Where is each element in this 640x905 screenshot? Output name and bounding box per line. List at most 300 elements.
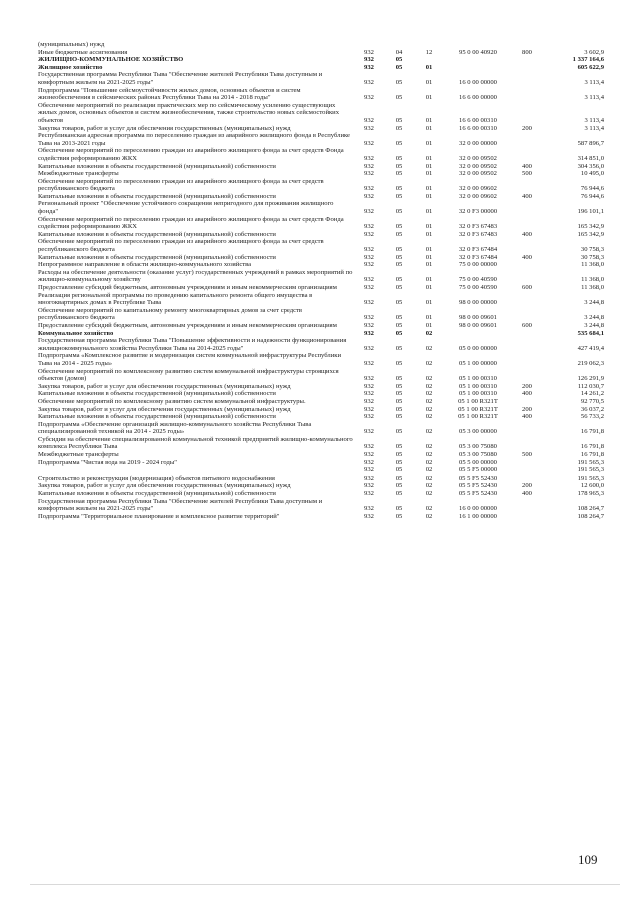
expense-type-code bbox=[512, 64, 542, 72]
ministry-code: 932 bbox=[364, 443, 374, 451]
table-row bbox=[38, 413, 604, 421]
amount: 196 101,1 bbox=[577, 208, 604, 216]
amount bbox=[542, 41, 604, 49]
table-row bbox=[38, 125, 604, 133]
budget-table bbox=[38, 41, 604, 520]
expense-type-code: 200 bbox=[522, 405, 532, 413]
amount: 108 264,7 bbox=[577, 512, 604, 520]
section-code: 05 bbox=[395, 375, 403, 383]
table-row bbox=[38, 292, 604, 307]
section-code: 05 bbox=[395, 382, 403, 390]
target-article-code: 16 1 00 00000 bbox=[459, 512, 497, 520]
target-article-code: 32 0 00 09502 bbox=[459, 162, 497, 170]
ministry-code: 932 bbox=[364, 466, 374, 474]
table-row bbox=[38, 330, 604, 338]
target-article-code: 05 5 F5 52430 bbox=[458, 482, 498, 490]
expense-type-code bbox=[512, 87, 542, 102]
section-code: 04 bbox=[395, 48, 403, 56]
row-name: Подпрограмма «Обеспечение организаций жилищно-коммунального хозяйства Республики Тыва специализированной техникой на 2014 - 2025 годы» bbox=[38, 420, 312, 436]
table-row bbox=[38, 170, 604, 178]
subsection-code: 01 bbox=[425, 284, 433, 291]
section-code: 05 bbox=[395, 505, 403, 513]
ministry-code: 932 bbox=[364, 344, 374, 352]
target-article-code: 98 0 00 09601 bbox=[459, 321, 497, 329]
table-row bbox=[38, 352, 604, 367]
row-name: Государственная программа Республики Тыва "Обеспечение жителей Республики Тыва доступным и комфортным жильем на 2021-2025 годы" bbox=[38, 497, 323, 513]
row-name: Строительство и реконструкция (модернизация) объектов питьевого водоснабжения bbox=[38, 474, 275, 482]
row-name: Государственная программа Республики Тыва "Обеспечение жителей Республики Тыва доступным и комфортным жильем на 2021-2025 годы" bbox=[38, 71, 323, 86]
target-article-code: 75 0 00 40590 bbox=[459, 284, 497, 291]
expense-type-code: 400 bbox=[522, 253, 532, 261]
amount: 1 337 164,6 bbox=[572, 56, 604, 64]
expense-type-code: 400 bbox=[522, 192, 532, 200]
target-article-code: 05 5 00 00000 bbox=[459, 458, 497, 466]
section-code bbox=[384, 41, 414, 49]
expense-type-code: 200 bbox=[522, 482, 532, 490]
table-row bbox=[38, 421, 604, 436]
section-code: 05 bbox=[395, 139, 403, 147]
row-name: Региональный проект "Обеспечение устойчивого сокращения непригодного для проживания жилищного фонда" bbox=[38, 200, 334, 216]
amount: 36 037,2 bbox=[580, 405, 604, 413]
row-name: Капитальные вложения в объекты государственной (муниципальной) собственности bbox=[38, 390, 276, 398]
row-name: Подпрограмма "Повышение сейсмоустойчивости жилых домов, основных объектов и систем жизнеобеспечения в сейсмических районах Республики Тыва на 2014 - 2018 годы" bbox=[38, 86, 301, 102]
table-row bbox=[38, 513, 604, 521]
amount: 12 600,0 bbox=[580, 482, 604, 490]
target-article-code: 05 1 00 R321T bbox=[458, 405, 498, 413]
table-row bbox=[38, 64, 604, 72]
target-article-code: 32 0 F3 67483 bbox=[458, 223, 498, 231]
row-name: Республиканская адресная программа по переселению граждан из аварийного жилищного фонда в Республике Тыва на 2013-2021 годы bbox=[38, 132, 350, 147]
expense-type-code bbox=[512, 200, 542, 215]
target-article-code: 98 0 00 09601 bbox=[459, 314, 497, 322]
expense-type-code bbox=[512, 337, 542, 352]
expense-type-code bbox=[512, 352, 542, 367]
row-name: Капитальные вложения в объекты государственной (муниципальной) собственности bbox=[38, 192, 276, 200]
table-row bbox=[38, 284, 604, 292]
section-code: 05 bbox=[395, 116, 403, 124]
ministry-code: 932 bbox=[364, 78, 374, 86]
ministry-code: 932 bbox=[364, 512, 374, 520]
subsection-code: 01 bbox=[425, 261, 433, 269]
subsection-code: 02 bbox=[425, 375, 433, 383]
table-row bbox=[38, 178, 604, 193]
table-row bbox=[38, 87, 604, 102]
ministry-code: 932 bbox=[364, 329, 374, 337]
amount: 3 113,4 bbox=[584, 94, 604, 102]
section-code: 05 bbox=[395, 390, 403, 398]
expense-type-code: 400 bbox=[522, 162, 532, 170]
expense-type-code: 600 bbox=[522, 284, 532, 291]
amount: 3 244,8 bbox=[584, 299, 604, 307]
section-code: 05 bbox=[395, 261, 403, 269]
row-name: Капитальные вложения в объекты государственной (муниципальной) собственности bbox=[38, 490, 276, 498]
amount: 165 342,9 bbox=[577, 223, 604, 231]
ministry-code: 932 bbox=[364, 505, 374, 513]
row-name bbox=[38, 466, 354, 474]
ministry-code: 932 bbox=[364, 162, 374, 170]
section-code: 05 bbox=[395, 443, 403, 451]
table-row bbox=[38, 337, 604, 352]
row-name: Обеспечение мероприятий по переселению граждан из аварийного жилищного фонда за счет средств Фонда содействия реформированию ЖКХ bbox=[38, 215, 344, 231]
subsection-code: 01 bbox=[425, 116, 433, 124]
expense-type-code bbox=[512, 292, 542, 307]
expense-type-code bbox=[512, 307, 542, 322]
subsection-code: 01 bbox=[425, 185, 433, 193]
expense-type-code: 400 bbox=[522, 390, 532, 398]
amount: 178 965,3 bbox=[577, 490, 604, 498]
subsection-code: 02 bbox=[425, 413, 433, 421]
subsection-code: 01 bbox=[425, 170, 433, 178]
subsection-code: 01 bbox=[425, 192, 433, 200]
amount: 3 113,4 bbox=[584, 116, 604, 124]
section-code: 05 bbox=[395, 124, 403, 132]
table-row bbox=[38, 216, 604, 231]
target-article-code: 32 0 00 09502 bbox=[459, 170, 497, 178]
ministry-code: 932 bbox=[364, 428, 374, 436]
section-code: 05 bbox=[395, 359, 403, 367]
row-name: Капитальные вложения в объекты государственной (муниципальной) собственности bbox=[38, 162, 276, 170]
amount: 108 264,7 bbox=[577, 505, 604, 513]
row-name: Капитальные вложения в объекты государственной (муниципальной) собственности bbox=[38, 413, 276, 421]
subsection-code: 01 bbox=[425, 321, 433, 329]
ministry-code: 932 bbox=[364, 474, 374, 482]
amount: 314 851,0 bbox=[577, 154, 604, 162]
row-name: Реализация региональной программы по проведению капитального ремонта общего имущества в многоквартирных домах в Республике Тыва bbox=[38, 291, 313, 307]
amount: 191 565,3 bbox=[577, 466, 604, 474]
target-article-code: 05 3 00 00000 bbox=[459, 428, 497, 436]
row-name: Обеспечение мероприятий по реализации практических мер по сейсмическому усилению существующих жилых домов, основных объектов и систем жизнеобеспечения, также строительство новых сейсмостойких объектов bbox=[38, 101, 340, 124]
ministry-code: 932 bbox=[364, 94, 374, 102]
row-name: Иные бюджетные ассигнования bbox=[38, 48, 128, 56]
ministry-code: 932 bbox=[364, 63, 374, 71]
amount: 126 291,9 bbox=[577, 375, 604, 383]
target-article-code: 05 1 00 R321T bbox=[458, 413, 498, 421]
target-article-code: 75 0 00 00000 bbox=[459, 261, 497, 269]
expense-type-code bbox=[512, 498, 542, 513]
target-article-code: 32 0 00 09502 bbox=[459, 154, 497, 162]
subsection-code: 02 bbox=[425, 451, 433, 459]
target-article-code: 05 1 00 00310 bbox=[459, 375, 497, 383]
target-article-code: 75 0 00 40590 bbox=[459, 276, 497, 284]
target-article-code: 05 1 00 R321T bbox=[458, 397, 498, 405]
ministry-code bbox=[354, 41, 384, 49]
section-code: 05 bbox=[395, 482, 403, 490]
target-article-code: 32 0 00 09602 bbox=[459, 192, 497, 200]
target-article-code bbox=[444, 330, 512, 338]
table-row bbox=[38, 56, 604, 64]
amount: 3 244,8 bbox=[584, 314, 604, 322]
ministry-code: 932 bbox=[364, 56, 374, 64]
expense-type-code bbox=[512, 474, 542, 483]
amount: 219 062,3 bbox=[577, 359, 604, 367]
ministry-code: 932 bbox=[364, 230, 374, 238]
amount: 587 896,7 bbox=[577, 139, 604, 147]
page-number: 109 bbox=[578, 852, 598, 867]
section-code: 05 bbox=[395, 512, 403, 520]
target-article-code: 32 0 00 09602 bbox=[459, 185, 497, 193]
ministry-code: 932 bbox=[364, 490, 374, 498]
section-code: 05 bbox=[395, 413, 403, 421]
target-article-code: 98 0 00 00000 bbox=[459, 299, 497, 307]
section-code: 05 bbox=[395, 185, 403, 193]
subsection-code: 02 bbox=[425, 390, 433, 398]
subsection-code: 02 bbox=[425, 512, 433, 520]
subsection-code: 12 bbox=[425, 48, 433, 56]
row-name: Обеспечение мероприятий по комплексному развитию систем коммунальной инфраструктуры. bbox=[38, 397, 306, 405]
table-row bbox=[38, 474, 604, 483]
target-article-code: 05 3 00 75080 bbox=[459, 451, 497, 459]
row-name: Закупка товаров, работ и услуг для обеспечения государственных (муниципальных) нужд bbox=[38, 405, 291, 413]
amount: 191 565,3 bbox=[577, 458, 604, 466]
table-row bbox=[38, 482, 604, 490]
subsection-code: 01 bbox=[425, 124, 433, 132]
expense-type-code: 400 bbox=[522, 230, 532, 238]
subsection-code: 01 bbox=[425, 154, 433, 162]
target-article-code: 05 1 00 00310 bbox=[459, 390, 497, 398]
amount: 76 944,6 bbox=[580, 185, 604, 193]
budget-table-body bbox=[38, 41, 604, 520]
subsection-code: 02 bbox=[425, 474, 433, 482]
expense-type-code bbox=[512, 147, 542, 162]
ministry-code: 932 bbox=[364, 375, 374, 383]
section-code: 05 bbox=[395, 63, 403, 71]
row-name: Межбюджетные трансферты bbox=[38, 451, 119, 459]
row-name: Коммунальное хозяйство bbox=[38, 329, 114, 337]
target-article-code: 05 1 00 00310 bbox=[459, 382, 497, 390]
section-code: 05 bbox=[395, 276, 403, 284]
ministry-code: 932 bbox=[364, 192, 374, 200]
section-code: 05 bbox=[395, 162, 403, 170]
amount: 3 113,4 bbox=[584, 78, 604, 86]
amount: 191 565,3 bbox=[577, 474, 604, 482]
section-code: 05 bbox=[395, 397, 403, 405]
amount: 30 758,3 bbox=[580, 246, 604, 254]
expense-type-code bbox=[512, 466, 542, 474]
row-name: ЖИЛИЩНО-КОММУНАЛЬНОЕ ХОЗЯЙСТВО bbox=[38, 56, 184, 64]
expense-type-code bbox=[512, 178, 542, 193]
table-row bbox=[38, 231, 604, 239]
amount: 427 419,4 bbox=[577, 344, 604, 352]
row-name: Закупка товаров, работ и услуг для обеспечения государственных (муниципальных) нужд bbox=[38, 482, 291, 490]
amount: 11 368,0 bbox=[581, 261, 604, 269]
subsection-code: 01 bbox=[425, 314, 433, 322]
table-row bbox=[38, 436, 604, 451]
table-row bbox=[38, 490, 604, 498]
subsection-code: 01 bbox=[425, 230, 433, 238]
expense-type-code bbox=[512, 269, 542, 284]
table-row bbox=[38, 383, 604, 391]
row-name: Подпрограмма «Комплексное развитие и модернизация систем коммунальной инфраструктуры Республики Тыва на 2014 - 2025 годы» bbox=[38, 352, 341, 367]
section-code: 05 bbox=[395, 329, 403, 337]
ministry-code: 932 bbox=[364, 284, 374, 291]
table-row bbox=[38, 261, 604, 269]
table-row bbox=[38, 200, 604, 215]
row-name: Капитальные вложения в объекты государственной (муниципальной) собственности bbox=[38, 253, 276, 261]
amount: 76 944,6 bbox=[580, 192, 604, 200]
target-article-code bbox=[444, 64, 512, 72]
target-article-code: 05 5 F5 52430 bbox=[458, 474, 498, 482]
target-article-code: 16 6 00 00000 bbox=[459, 94, 497, 102]
subsection-code: 01 bbox=[425, 78, 433, 86]
ministry-code: 932 bbox=[364, 397, 374, 405]
target-article-code: 16 6 00 00310 bbox=[459, 116, 497, 124]
target-article-code: 16 0 00 00000 bbox=[459, 505, 497, 513]
section-code: 05 bbox=[395, 321, 403, 329]
expense-type-code: 400 bbox=[522, 490, 532, 498]
row-name: Обеспечение мероприятий по переселению граждан из аварийного жилищного фонда за счет средств республиканского бюджета bbox=[38, 238, 324, 254]
row-name: (муниципальных) нужд bbox=[38, 41, 105, 48]
ministry-code: 932 bbox=[364, 458, 374, 466]
ministry-code: 932 bbox=[364, 261, 374, 269]
subsection-code: 02 bbox=[425, 405, 433, 413]
section-code: 05 bbox=[395, 192, 403, 200]
subsection-code: 01 bbox=[425, 94, 433, 102]
target-article-code: 16 0 00 00000 bbox=[459, 78, 497, 86]
subsection-code: 01 bbox=[425, 276, 433, 284]
subsection-code: 01 bbox=[425, 162, 433, 170]
expense-type-code: 800 bbox=[522, 48, 532, 56]
target-article-code: 05 5 F5 00000 bbox=[458, 466, 498, 474]
subsection-code: 02 bbox=[425, 443, 433, 451]
section-code: 05 bbox=[395, 253, 403, 261]
subsection-code: 02 bbox=[425, 482, 433, 490]
table-row bbox=[38, 102, 604, 125]
ministry-code: 932 bbox=[364, 223, 374, 231]
row-name: Жилищное хозяйство bbox=[38, 63, 103, 71]
section-code: 05 bbox=[395, 230, 403, 238]
ministry-code: 932 bbox=[364, 451, 374, 459]
subsection-code: 01 bbox=[425, 246, 433, 254]
ministry-code: 932 bbox=[364, 139, 374, 147]
subsection-code: 01 bbox=[425, 208, 433, 216]
ministry-code: 932 bbox=[364, 405, 374, 413]
target-article-code: 05 1 00 00000 bbox=[459, 359, 497, 367]
amount: 30 758,3 bbox=[580, 253, 604, 261]
table-row bbox=[38, 466, 604, 474]
expense-type-code bbox=[512, 368, 542, 383]
section-code: 05 bbox=[395, 154, 403, 162]
section-code: 05 bbox=[395, 344, 403, 352]
section-code: 05 bbox=[395, 56, 403, 64]
amount: 14 261,2 bbox=[580, 390, 604, 398]
expense-type-code bbox=[512, 421, 542, 436]
section-code: 05 bbox=[395, 246, 403, 254]
table-row bbox=[38, 254, 604, 262]
amount: 3 113,4 bbox=[584, 124, 604, 132]
table-row bbox=[38, 406, 604, 414]
table-row bbox=[38, 269, 604, 284]
table-row bbox=[38, 71, 604, 86]
subsection-code: 02 bbox=[425, 466, 433, 474]
subsection-code: 01 bbox=[425, 253, 433, 261]
amount: 605 622,9 bbox=[577, 63, 604, 71]
expense-type-code bbox=[512, 330, 542, 338]
ministry-code: 932 bbox=[364, 253, 374, 261]
row-name: Расходы на обеспечение деятельности (оказание услуг) государственных учреждений в рамках мероприятий по жилищно-коммунальному хозяйству bbox=[38, 268, 353, 284]
ministry-code: 932 bbox=[364, 246, 374, 254]
amount: 11 368,0 bbox=[581, 284, 604, 291]
amount: 16 791,8 bbox=[580, 428, 604, 436]
ministry-code: 932 bbox=[364, 116, 374, 124]
section-code: 05 bbox=[395, 451, 403, 459]
subsection-code: 02 bbox=[425, 428, 433, 436]
table-row bbox=[38, 322, 604, 330]
row-name: Подпрограмма "Территориальное планирование и комплексное развитие территорий" bbox=[38, 512, 280, 520]
target-article-code: 32 0 F3 67484 bbox=[458, 246, 498, 254]
section-code: 05 bbox=[395, 170, 403, 178]
row-name: Капитальные вложения в объекты государственной (муниципальной) собственности bbox=[38, 230, 276, 238]
section-code: 05 bbox=[395, 490, 403, 498]
expense-type-code bbox=[512, 71, 542, 86]
expense-type-code bbox=[512, 513, 542, 521]
row-name: Обеспечение мероприятий по переселению граждан из аварийного жилищного фонда за счет средств республиканского бюджета bbox=[38, 177, 324, 193]
amount: 16 791,8 bbox=[580, 443, 604, 451]
ministry-code: 932 bbox=[364, 314, 374, 322]
table-row bbox=[38, 390, 604, 398]
subsection-code: 01 bbox=[425, 63, 433, 71]
ministry-code: 932 bbox=[364, 154, 374, 162]
expense-type-code: 500 bbox=[522, 170, 532, 178]
section-code: 05 bbox=[395, 299, 403, 307]
target-article-code: 32 0 F3 00000 bbox=[458, 208, 498, 216]
row-name: Непрограммное направление в области жилищно-коммунального хозяйства bbox=[38, 261, 252, 269]
expense-type-code bbox=[512, 56, 542, 64]
target-article-code: 16 6 00 00310 bbox=[459, 124, 497, 132]
ministry-code: 932 bbox=[364, 124, 374, 132]
section-code: 05 bbox=[395, 474, 403, 482]
expense-type-code: 600 bbox=[522, 321, 532, 329]
section-code: 05 bbox=[395, 428, 403, 436]
table-row bbox=[38, 238, 604, 253]
amount: 56 733,2 bbox=[580, 413, 604, 421]
section-code: 05 bbox=[395, 284, 403, 291]
section-code: 05 bbox=[395, 314, 403, 322]
subsection-code: 02 bbox=[425, 329, 433, 337]
ministry-code: 932 bbox=[364, 170, 374, 178]
subsection-code: 01 bbox=[425, 139, 433, 147]
row-name: Предоставление субсидий бюджетным, автономным учреждениям и иным некоммерческим организациям bbox=[38, 284, 337, 291]
amount: 304 356,0 bbox=[577, 162, 604, 170]
subsection-code: 02 bbox=[425, 397, 433, 405]
section-code: 05 bbox=[395, 223, 403, 231]
expense-type-code: 200 bbox=[522, 124, 532, 132]
row-name: Субсидии на обеспечение специализированной коммунальной техникой предприятий жилищно-коммунального комплекса Республики Тыва bbox=[38, 435, 353, 451]
target-article-code: 95 0 00 40920 bbox=[459, 48, 497, 56]
table-row bbox=[38, 498, 604, 513]
section-code: 05 bbox=[395, 94, 403, 102]
section-code: 05 bbox=[395, 458, 403, 466]
table-row bbox=[38, 398, 604, 406]
row-name: Обеспечение мероприятий по капитальному ремонту многоквартирных домов за счет средств республиканского бюджета bbox=[38, 306, 303, 322]
amount: 535 684,1 bbox=[577, 329, 604, 337]
ministry-code: 932 bbox=[364, 208, 374, 216]
table-row bbox=[38, 41, 604, 49]
target-article-code: 32 0 00 00000 bbox=[459, 139, 497, 147]
subsection-code: 02 bbox=[425, 359, 433, 367]
expense-type-code bbox=[512, 436, 542, 451]
expense-type-code bbox=[512, 261, 542, 269]
table-row bbox=[38, 163, 604, 171]
ministry-code: 932 bbox=[364, 482, 374, 490]
page-bottom-edge bbox=[30, 884, 620, 885]
expense-type-code bbox=[512, 216, 542, 231]
table-row bbox=[38, 459, 604, 467]
target-article-code bbox=[444, 56, 512, 64]
row-name: Подпрограмма "Чистая вода на 2019 - 2024 годы" bbox=[38, 458, 177, 466]
amount: 16 791,8 bbox=[580, 451, 604, 459]
table-row bbox=[38, 368, 604, 383]
expense-type-code bbox=[512, 41, 542, 49]
